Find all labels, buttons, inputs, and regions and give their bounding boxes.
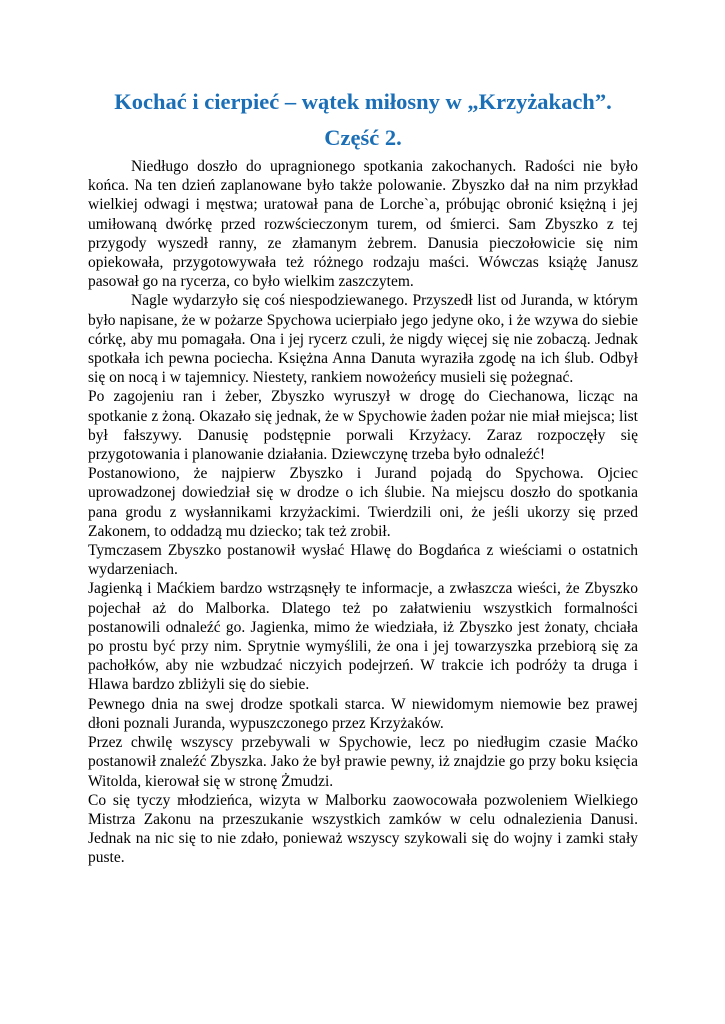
paragraph-7: Pewnego dnia na swej drodze spotkali starca. W niewidomym niemowie bez prawej dłoni poznali Juranda, wypuszczonego przez Krzyżaków. xyxy=(88,695,638,732)
paragraph-6: Jagienką i Maćkiem bardzo wstrząsnęły te informacje, a zwłaszcza wieści, że Zbyszko pojechał aż do Malborka. Dlatego też po załatwieniu wszystkich formalności postanowili odnaleźć go. Jagienka, mimo że wiedziała, iż Zbyszko jest żonaty, chciała po prostu być przy nim. Sprytnie wymyślili, że ona i jej towarzyszka przebiorą się za pachołków, aby nie wzbudzać niczyich podejrzeń. W trakcie ich podróży ta druga i Hlawa bardzo zbliżyli się do siebie. xyxy=(88,580,638,694)
paragraph-8: Przez chwilę wszyscy przebywali w Spychowie, lecz po niedługim czasie Maćko postanowił znaleźć Zbyszka. Jako że był prawie pewny, iż znajdzie go przy boku księcia Witolda, kierował się w stronę Żmudzi. xyxy=(88,734,638,790)
paragraph-4: Postanowiono, że najpierw Zbyszko i Jurand pojadą do Spychowa. Ojciec uprowadzonej dowiedział się w drodze o ich ślubie. Na miejscu doszło do spotkania pana grodu z wysłannikami krzyżackimi. Twierdzili oni, że jeśli ukorzy się przed Zakonem, to oddadzą mu dziecko; tak też zrobił. xyxy=(88,465,638,540)
title-line-1: Kochać i cierpieć – wątek miłosny w „Krzyżakach”. xyxy=(114,89,612,114)
paragraph-9: Co się tyczy młodzieńca, wizyta w Malborku zaowocowała pozwoleniem Wielkiego Mistrza Zakonu na przeszukanie wszystkich zamków w celu odnalezienia Danusi. Jednak na nic się to nie zdało, ponieważ wszyscy szykowali się do wojny i zamki stały puste. xyxy=(88,791,638,867)
document-body xyxy=(88,157,638,868)
document-title xyxy=(88,84,638,156)
paragraph-1: Niedługo doszło do upragnionego spotkania zakochanych. Radości nie było końca. Na ten dzień zaplanowane było także polowanie. Zbyszko dał na nim przykład wielkiej odwagi i męstwa; uratował pana de Lorche`a, próbując obronić księżną i jej umiłowaną dwórkę przed rozwścieczonym turem, od śmierci. Sam Zbyszko z tej przygody wyszedł ranny, ze złamanym żebrem. Danusia pieczołowicie się nim opiekowała, przygotowywała też różnego rodzaju maści. Wówczas książę Janusz pasował go na rycerza, co było wielkim zaszczytem. xyxy=(88,158,638,291)
title-line-2: Część 2. xyxy=(324,125,402,150)
document-page xyxy=(88,84,638,868)
paragraph-2: Nagle wydarzyło się coś niespodziewanego. Przyszedł list od Juranda, w którym było napisane, że w pożarze Spychowa ucierpiało jego jedyne oko, i że wzywa do siebie córkę, aby mu pomagała. Ona i jej rycerz czuli, że nigdy więcej się nie zobaczą. Jednak spotkała ich pewna pociecha. Księżna Anna Danuta wyraziła zgodę na ich ślub. Odbył się on nocą i w tajemnicy. Niestety, rankiem nowożeńcy musieli się pożegnać. xyxy=(88,292,638,387)
paragraph-3: Po zagojeniu ran i żeber, Zbyszko wyruszył w drogę do Ciechanowa, licząc na spotkanie z żoną. Okazało się jednak, że w Spychowie żaden pożar nie miał miejsca; list był fałszywy. Danusię podstępnie porwali Krzyżacy. Zaraz rozpoczęły się przygotowania i planowanie działania. Dziewczynę trzeba było odnaleźć! xyxy=(88,388,638,464)
paragraph-5: Tymczasem Zbyszko postanowił wysłać Hlawę do Bogdańca z wieściami o ostatnich wydarzeniach. xyxy=(88,542,638,579)
